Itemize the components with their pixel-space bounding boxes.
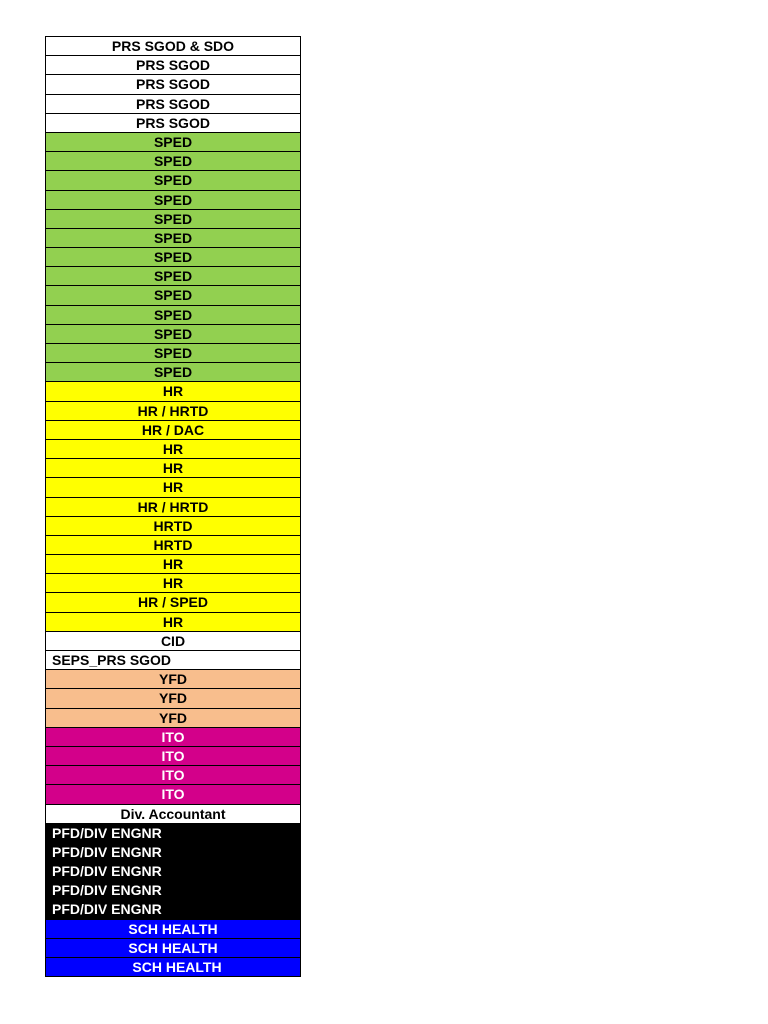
spreadsheet-cell[interactable]: SCH HEALTH xyxy=(46,958,300,977)
spreadsheet-cell[interactable]: SPED xyxy=(46,306,300,325)
spreadsheet-cell[interactable]: PFD/DIV ENGNR xyxy=(46,900,300,919)
spreadsheet-cell[interactable]: SCH HEALTH xyxy=(46,939,300,958)
spreadsheet-cell[interactable]: ITO xyxy=(46,728,300,747)
spreadsheet-cell[interactable]: HR / HRTD xyxy=(46,498,300,517)
spreadsheet-cell[interactable]: SPED xyxy=(46,267,300,286)
spreadsheet-cell[interactable]: HR / DAC xyxy=(46,421,300,440)
spreadsheet-cell[interactable]: PRS SGOD xyxy=(46,75,300,94)
spreadsheet-cell[interactable]: Div. Accountant xyxy=(46,805,300,824)
spreadsheet-cell[interactable]: YFD xyxy=(46,689,300,708)
spreadsheet-cell[interactable]: HR xyxy=(46,382,300,401)
spreadsheet-cell[interactable]: SPED xyxy=(46,248,300,267)
spreadsheet-cell[interactable]: HR xyxy=(46,478,300,497)
spreadsheet-cell[interactable]: SCH HEALTH xyxy=(46,920,300,939)
spreadsheet-cell[interactable]: SPED xyxy=(46,286,300,305)
spreadsheet-cell[interactable]: SPED xyxy=(46,210,300,229)
spreadsheet-cell[interactable]: ITO xyxy=(46,747,300,766)
spreadsheet-cell[interactable]: PFD/DIV ENGNR xyxy=(46,862,300,881)
spreadsheet-cell[interactable]: PRS SGOD & SDO xyxy=(46,37,300,56)
spreadsheet-cell[interactable]: HR xyxy=(46,555,300,574)
spreadsheet-cell[interactable]: HR / HRTD xyxy=(46,402,300,421)
spreadsheet-cell[interactable]: HR / SPED xyxy=(46,593,300,612)
spreadsheet-cell[interactable]: PFD/DIV ENGNR xyxy=(46,843,300,862)
spreadsheet-cell[interactable]: ITO xyxy=(46,785,300,804)
spreadsheet-cell[interactable]: HRTD xyxy=(46,517,300,536)
spreadsheet-cell[interactable]: HRTD xyxy=(46,536,300,555)
spreadsheet-cell[interactable]: YFD xyxy=(46,709,300,728)
spreadsheet-cell[interactable]: PRS SGOD xyxy=(46,114,300,133)
spreadsheet-cell[interactable]: YFD xyxy=(46,670,300,689)
spreadsheet-cell[interactable]: HR xyxy=(46,459,300,478)
spreadsheet-cell[interactable]: SPED xyxy=(46,363,300,382)
spreadsheet-cell[interactable]: SPED xyxy=(46,325,300,344)
spreadsheet-cell[interactable]: HR xyxy=(46,574,300,593)
spreadsheet-cell[interactable]: SPED xyxy=(46,133,300,152)
spreadsheet-cell[interactable]: SPED xyxy=(46,229,300,248)
spreadsheet-cell[interactable]: HR xyxy=(46,613,300,632)
spreadsheet-cell[interactable]: ITO xyxy=(46,766,300,785)
spreadsheet-cell[interactable]: SPED xyxy=(46,191,300,210)
spreadsheet-cell[interactable]: SPED xyxy=(46,152,300,171)
spreadsheet-cell[interactable]: PFD/DIV ENGNR xyxy=(46,881,300,900)
spreadsheet-cell[interactable]: PRS SGOD xyxy=(46,95,300,114)
spreadsheet-cell[interactable]: PFD/DIV ENGNR xyxy=(46,824,300,843)
spreadsheet-cell[interactable]: CID xyxy=(46,632,300,651)
spreadsheet-cell[interactable]: SPED xyxy=(46,171,300,190)
spreadsheet-cell[interactable]: SPED xyxy=(46,344,300,363)
spreadsheet-cell[interactable]: HR xyxy=(46,440,300,459)
spreadsheet-column xyxy=(45,36,301,977)
spreadsheet-cell[interactable]: SEPS_PRS SGOD xyxy=(46,651,300,670)
spreadsheet-cell[interactable]: PRS SGOD xyxy=(46,56,300,75)
